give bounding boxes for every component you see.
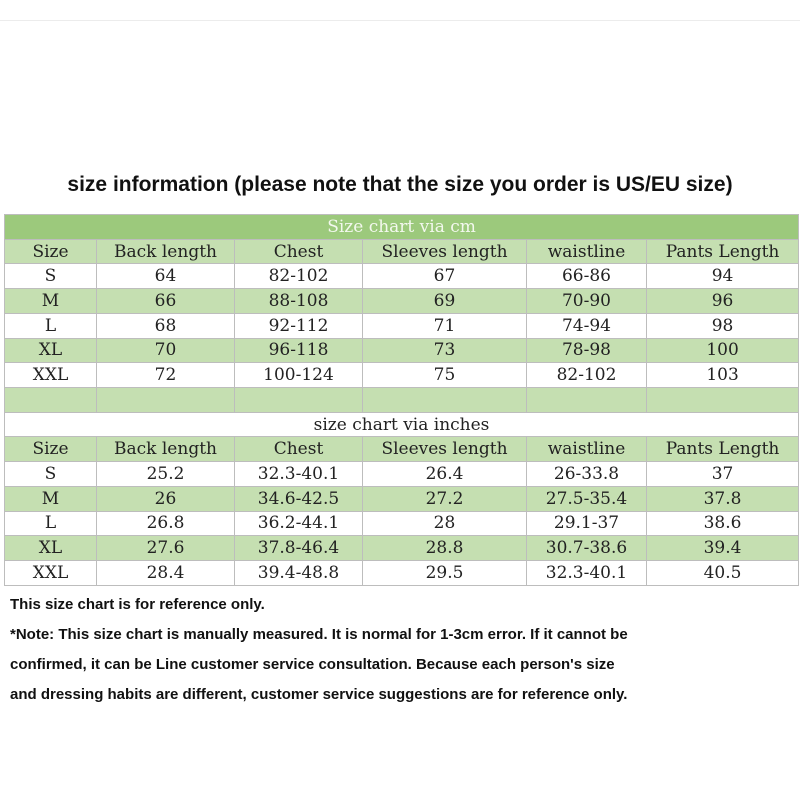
header-size: Size — [5, 437, 97, 462]
empty-cell — [97, 388, 235, 413]
cell-waistline: 29.1-37 — [527, 511, 647, 536]
cell-size: M — [5, 289, 97, 314]
cell-chest: 34.6-42.5 — [235, 486, 363, 511]
cm-title-row — [5, 215, 799, 240]
cell-back-length: 72 — [97, 363, 235, 388]
cell-pants-length: 37.8 — [647, 486, 799, 511]
header-chest: Chest — [235, 437, 363, 462]
cell-chest: 37.8-46.4 — [235, 536, 363, 561]
cell-pants-length: 103 — [647, 363, 799, 388]
empty-cell — [527, 388, 647, 413]
table-row — [5, 561, 799, 586]
cell-pants-length: 40.5 — [647, 561, 799, 586]
inch-title-row — [5, 412, 799, 437]
cell-back-length: 28.4 — [97, 561, 235, 586]
table-row — [5, 289, 799, 314]
table-row — [5, 313, 799, 338]
header-chest: Chest — [235, 239, 363, 264]
measurement-note-line-1: *Note: This size chart is manually measured. It is normal for 1-3cm error. If it cannot be — [10, 626, 628, 643]
cell-waistline: 27.5-35.4 — [527, 486, 647, 511]
cell-waistline: 70-90 — [527, 289, 647, 314]
cell-chest: 92-112 — [235, 313, 363, 338]
cell-back-length: 26.8 — [97, 511, 235, 536]
cell-waistline: 78-98 — [527, 338, 647, 363]
cm-header-row — [5, 239, 799, 264]
cell-back-length: 70 — [97, 338, 235, 363]
table-row — [5, 264, 799, 289]
cell-pants-length: 96 — [647, 289, 799, 314]
header-waistline: waistline — [527, 239, 647, 264]
cell-chest: 32.3-40.1 — [235, 462, 363, 487]
cell-waistline: 30.7-38.6 — [527, 536, 647, 561]
empty-cell — [235, 388, 363, 413]
table-row — [5, 511, 799, 536]
cell-waistline: 74-94 — [527, 313, 647, 338]
cell-size: XL — [5, 536, 97, 561]
cell-waistline: 66-86 — [527, 264, 647, 289]
cell-waistline: 32.3-40.1 — [527, 561, 647, 586]
cell-chest: 96-118 — [235, 338, 363, 363]
header-back-length: Back length — [97, 437, 235, 462]
header-size: Size — [5, 239, 97, 264]
spacer-row — [5, 388, 799, 413]
header-pants-length: Pants Length — [647, 239, 799, 264]
cell-chest: 88-108 — [235, 289, 363, 314]
cell-size: M — [5, 486, 97, 511]
table-row — [5, 338, 799, 363]
header-sleeves-length: Sleeves length — [363, 437, 527, 462]
cell-chest: 39.4-48.8 — [235, 561, 363, 586]
measurement-note-line-3: and dressing habits are different, customer service suggestions are for reference only. — [10, 686, 628, 703]
table-row — [5, 536, 799, 561]
cell-pants-length: 94 — [647, 264, 799, 289]
table-row — [5, 363, 799, 388]
header-back-length: Back length — [97, 239, 235, 264]
cell-pants-length: 100 — [647, 338, 799, 363]
cell-sleeves-length: 27.2 — [363, 486, 527, 511]
cell-size: L — [5, 511, 97, 536]
cell-back-length: 64 — [97, 264, 235, 289]
cell-back-length: 68 — [97, 313, 235, 338]
notes-block — [10, 590, 796, 710]
cell-sleeves-length: 28 — [363, 511, 527, 536]
empty-cell — [363, 388, 527, 413]
cell-sleeves-length: 67 — [363, 264, 527, 289]
cell-waistline: 82-102 — [527, 363, 647, 388]
inch-table-title: size chart via inches — [5, 412, 799, 437]
cell-back-length: 26 — [97, 486, 235, 511]
table-row — [5, 486, 799, 511]
inch-header-row — [5, 437, 799, 462]
cell-sleeves-length: 26.4 — [363, 462, 527, 487]
size-chart-table — [4, 214, 799, 586]
cell-chest: 82-102 — [235, 264, 363, 289]
empty-cell — [5, 388, 97, 413]
cell-pants-length: 38.6 — [647, 511, 799, 536]
cell-size: S — [5, 264, 97, 289]
cm-table-title: Size chart via cm — [5, 215, 799, 240]
cell-sleeves-length: 71 — [363, 313, 527, 338]
measurement-note-line-2: confirmed, it can be Line customer service consultation. Because each person's size — [10, 656, 615, 673]
header-pants-length: Pants Length — [647, 437, 799, 462]
cell-sleeves-length: 75 — [363, 363, 527, 388]
cell-sleeves-length: 69 — [363, 289, 527, 314]
table-row — [5, 462, 799, 487]
header-sleeves-length: Sleeves length — [363, 239, 527, 264]
cell-size: XXL — [5, 561, 97, 586]
reference-note: This size chart is for reference only. — [10, 596, 265, 613]
cell-size: L — [5, 313, 97, 338]
cell-pants-length: 39.4 — [647, 536, 799, 561]
cell-back-length: 25.2 — [97, 462, 235, 487]
cell-size: S — [5, 462, 97, 487]
cell-pants-length: 98 — [647, 313, 799, 338]
cell-sleeves-length: 73 — [363, 338, 527, 363]
cell-waistline: 26-33.8 — [527, 462, 647, 487]
cell-back-length: 27.6 — [97, 536, 235, 561]
cell-sleeves-length: 28.8 — [363, 536, 527, 561]
cell-size: XXL — [5, 363, 97, 388]
empty-cell — [647, 388, 799, 413]
cell-chest: 100-124 — [235, 363, 363, 388]
cell-back-length: 66 — [97, 289, 235, 314]
cell-pants-length: 37 — [647, 462, 799, 487]
cell-sleeves-length: 29.5 — [363, 561, 527, 586]
cell-size: XL — [5, 338, 97, 363]
page-title: size information (please note that the size you order is US/EU size) — [67, 173, 733, 196]
cell-chest: 36.2-44.1 — [235, 511, 363, 536]
header-waistline: waistline — [527, 437, 647, 462]
top-border — [0, 0, 800, 21]
